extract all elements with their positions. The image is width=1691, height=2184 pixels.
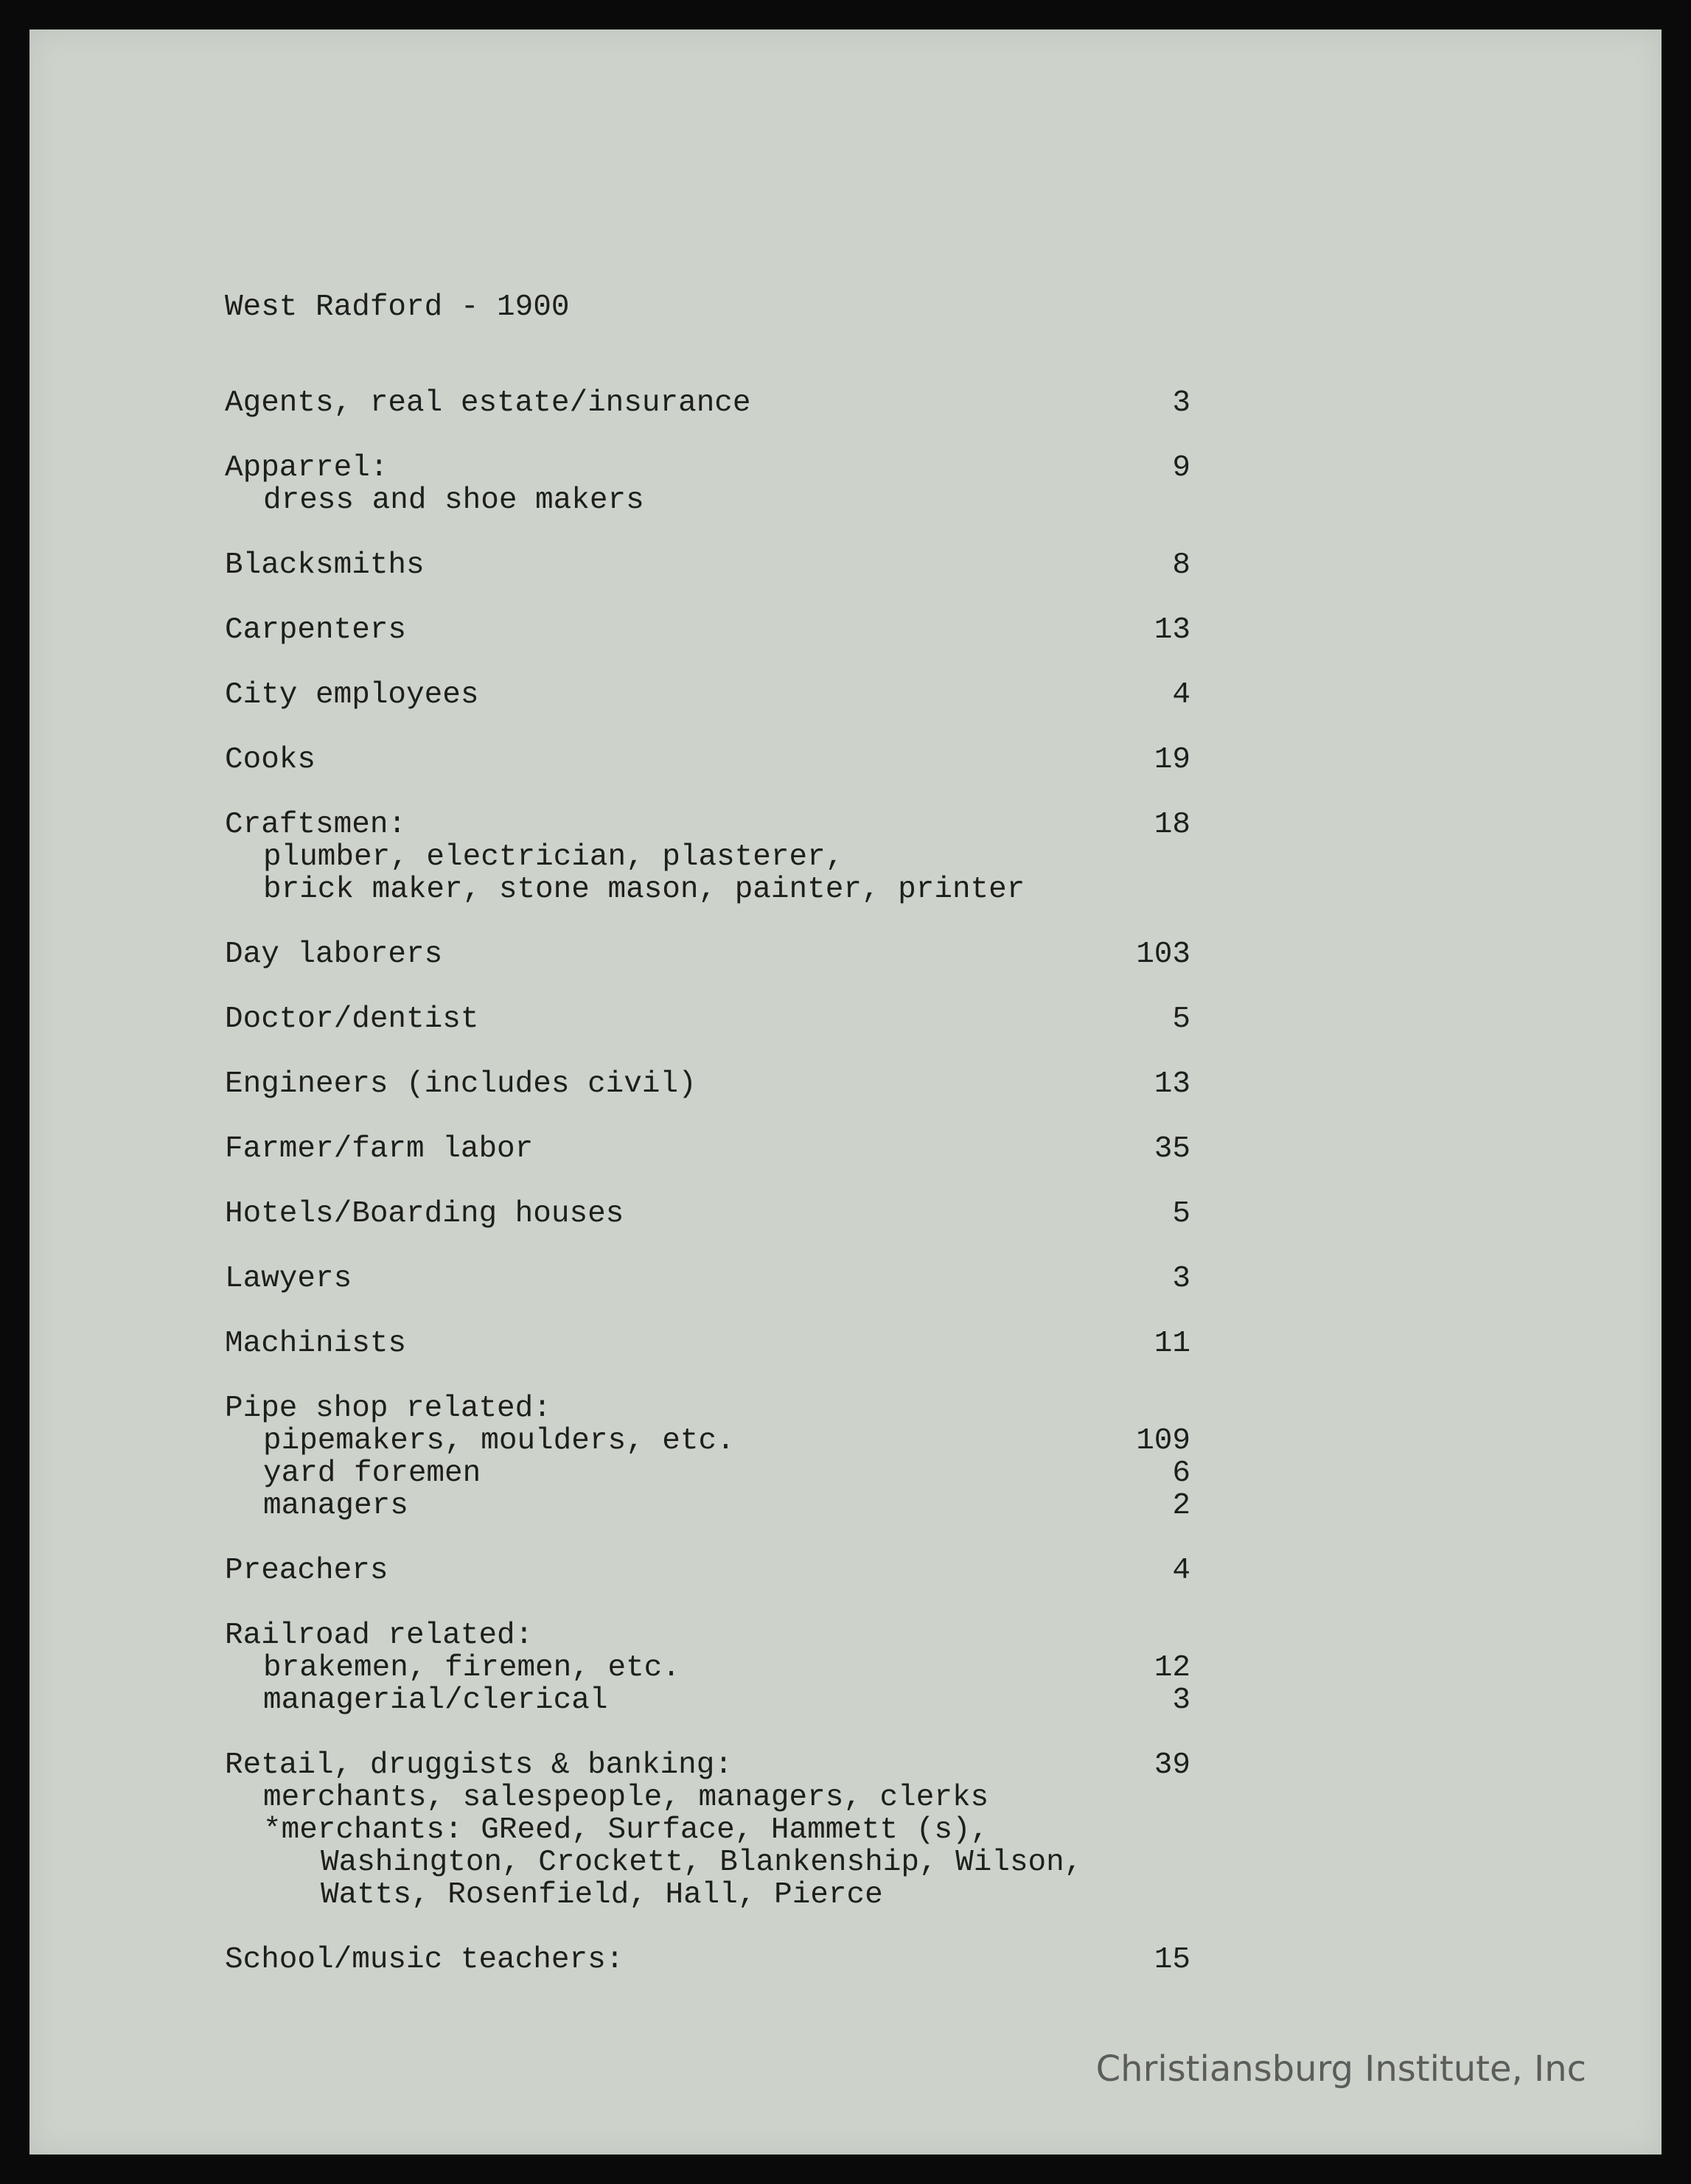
entry-count: 3 — [1172, 1262, 1190, 1296]
list-item — [225, 1003, 1190, 1036]
entry-label: Carpenters — [225, 613, 407, 647]
document-title: West Radford - 1900 — [225, 290, 570, 324]
entry-label: City employees — [225, 678, 479, 712]
entry-label: Railroad related: — [225, 1619, 534, 1653]
entry-detail: Washington, Crockett, Blankenship, Wilson, — [321, 1846, 1083, 1880]
list-item — [225, 452, 1190, 517]
list-item — [225, 938, 1190, 971]
entry-count: 5 — [1172, 1197, 1190, 1231]
watermark: Christiansburg Institute, Inc — [1095, 2048, 1586, 2090]
entry-label: Blacksmiths — [225, 548, 425, 582]
entry-detail: managerial/clerical — [263, 1684, 608, 1717]
entry-count: 12 — [1154, 1651, 1190, 1685]
list-item — [225, 1392, 1190, 1522]
entry-label: Pipe shop related: — [225, 1392, 551, 1426]
list-item — [225, 1133, 1190, 1165]
entry-label: Preachers — [225, 1554, 388, 1588]
entry-count: 13 — [1154, 613, 1190, 647]
entry-count: 5 — [1172, 1002, 1190, 1036]
entry-detail: yard foremen — [263, 1456, 481, 1490]
list-item — [225, 1263, 1190, 1295]
entry-detail: brick maker, stone mason, painter, printer — [263, 873, 1025, 907]
entry-count: 4 — [1172, 678, 1190, 712]
list-item — [225, 1749, 1190, 1911]
entry-count: 11 — [1154, 1327, 1190, 1361]
entry-count: 2 — [1172, 1489, 1190, 1523]
document-page — [29, 29, 1662, 2155]
entry-detail: plumber, electrician, plasterer, — [263, 840, 844, 874]
entry-label: Day laborers — [225, 938, 443, 971]
entry-count: 109 — [1136, 1424, 1190, 1458]
entry-label: School/music teachers: — [225, 1943, 624, 1977]
occupation-list — [225, 291, 1190, 2009]
entry-label: Agents, real estate/insurance — [225, 386, 751, 420]
list-item — [225, 1068, 1190, 1100]
entry-count: 9 — [1172, 451, 1190, 485]
entry-count: 15 — [1154, 1943, 1190, 1977]
entry-count: 8 — [1172, 548, 1190, 582]
list-item — [225, 1198, 1190, 1230]
list-item — [225, 744, 1190, 776]
entry-count — [1124, 1392, 1190, 1425]
list-item — [225, 679, 1190, 711]
entry-count: 39 — [1154, 1748, 1190, 1782]
entry-label: Farmer/farm labor — [225, 1132, 534, 1166]
entry-label: Lawyers — [225, 1262, 352, 1296]
entry-count — [1124, 1619, 1190, 1652]
list-item — [225, 1555, 1190, 1587]
entry-count: 13 — [1154, 1067, 1190, 1101]
entry-count: 3 — [1172, 386, 1190, 420]
entry-label: Doctor/dentist — [225, 1002, 479, 1036]
entry-count: 6 — [1172, 1456, 1190, 1490]
entry-detail: dress and shoe makers — [263, 484, 644, 517]
entry-label: Machinists — [225, 1327, 407, 1361]
entry-label: Craftsmen: — [225, 808, 407, 842]
list-item — [225, 1328, 1190, 1360]
entry-label: Engineers (includes civil) — [225, 1067, 697, 1101]
entry-label: Hotels/Boarding houses — [225, 1197, 624, 1231]
entry-label: Apparrel: — [225, 451, 388, 485]
list-item — [225, 1944, 1190, 1976]
list-item — [225, 809, 1190, 906]
list-item — [225, 1619, 1190, 1717]
entry-label: Retail, druggists & banking: — [225, 1748, 733, 1782]
entry-detail: Watts, Rosenfield, Hall, Pierce — [321, 1878, 883, 1912]
entry-count: 4 — [1172, 1554, 1190, 1588]
list-item — [225, 549, 1190, 582]
entry-count: 19 — [1154, 743, 1190, 777]
entry-count: 18 — [1154, 808, 1190, 842]
entry-count: 35 — [1154, 1132, 1190, 1166]
entry-count: 103 — [1136, 938, 1190, 971]
entry-detail: managers — [263, 1489, 408, 1523]
entry-detail: pipemakers, moulders, etc. — [263, 1424, 735, 1458]
entry-label: Cooks — [225, 743, 316, 777]
list-item — [225, 614, 1190, 646]
entry-detail: merchants, salespeople, managers, clerks — [263, 1781, 989, 1815]
list-item — [225, 387, 1190, 419]
entry-count: 3 — [1172, 1684, 1190, 1717]
entry-detail: brakemen, firemen, etc. — [263, 1651, 680, 1685]
entry-detail: *merchants: GReed, Surface, Hammett (s), — [263, 1813, 989, 1847]
